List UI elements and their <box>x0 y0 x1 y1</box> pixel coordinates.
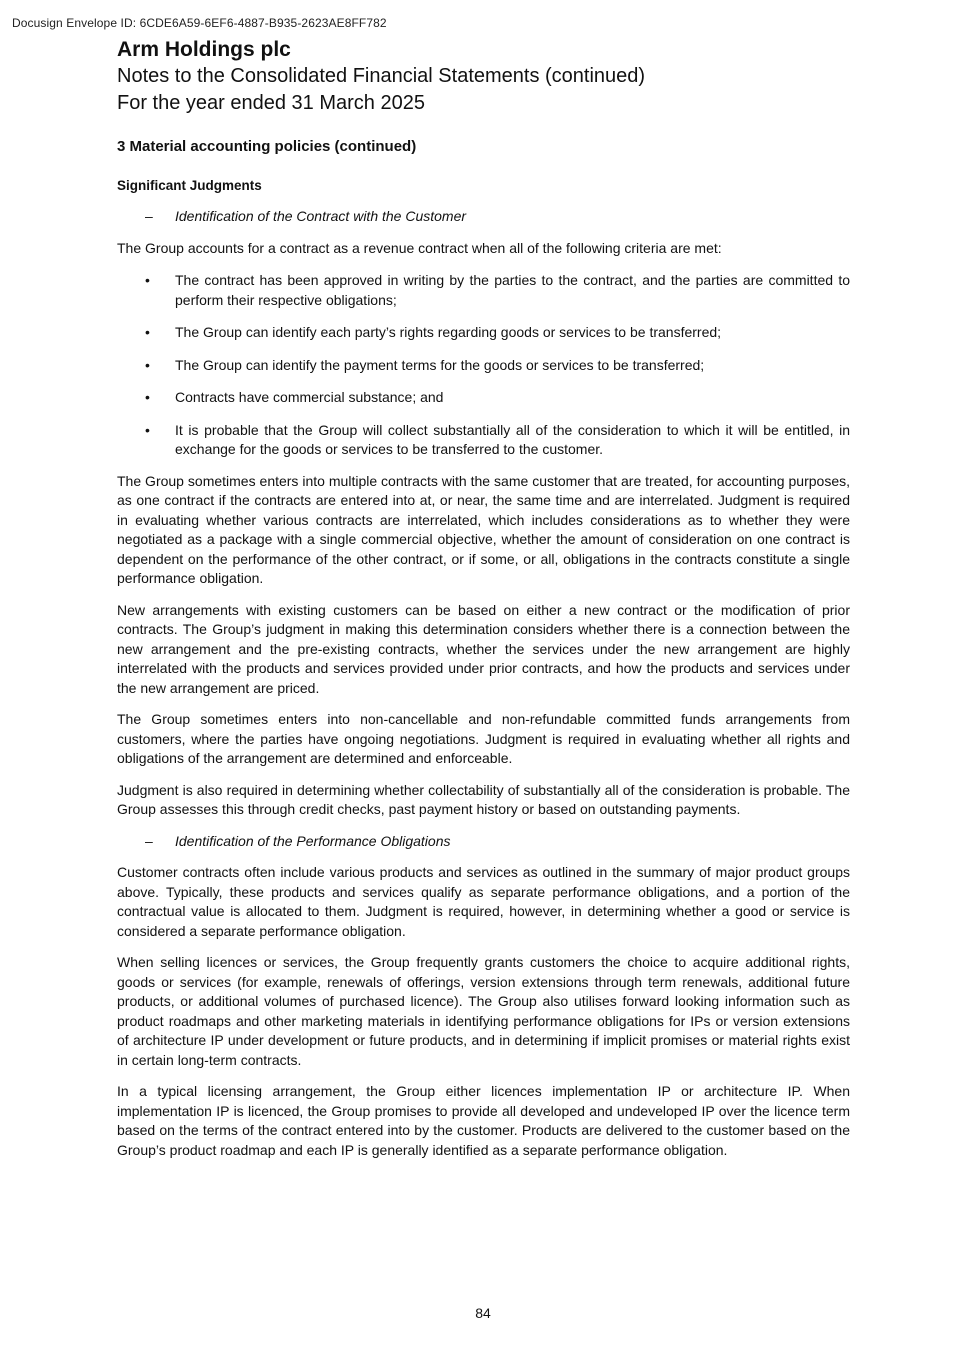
list-item <box>117 421 850 460</box>
bullet-marker: • <box>145 389 150 405</box>
performance-obligations-heading <box>117 832 850 852</box>
list-item <box>117 388 850 408</box>
list-item <box>117 323 850 343</box>
list-item <box>117 271 850 310</box>
contract-identification-heading <box>117 207 850 227</box>
heading-text: Identification of the Contract with the Customer <box>175 208 467 224</box>
bullet-marker: • <box>145 324 150 340</box>
list-item-text: The Group can identify each party’s rights regarding goods or services to be transferred; <box>175 324 722 340</box>
bullet-marker: • <box>145 356 150 373</box>
paragraph: Judgment is also required in determining whether collectability of substantially all of the consideration is probable. The Group assesses this through credit checks, past payment history or based on outstanding payments. <box>117 781 850 817</box>
list-item-text: It is probable that the Group will collect substantially all of the consideration to which it will be entitled, in exchange for the goods or services to be transferred to the customer. <box>175 421 850 457</box>
paragraph: The Group sometimes enters into non-cancellable and non-refundable committed funds arrangements from customers, where the parties have ongoing negotiations. Judgment is required in evaluating whether all rights and obligations of the arrangement are determined and enforceable. <box>117 711 850 766</box>
list-item-text: Contracts have commercial substance; and <box>175 389 444 405</box>
bullet-marker: • <box>145 272 150 288</box>
page-number: 84 <box>475 1305 491 1321</box>
list-item-text: The contract has been approved in writing by the parties to the contract, and the parties are committed to perform their respective obligations; <box>175 272 850 308</box>
dash-marker: – <box>145 832 153 849</box>
bullet-marker: • <box>145 421 150 438</box>
paragraph: When selling licences or services, the Group frequently grants customers the choice to acquire additional rights, goods or services (for example, renewals of offerings, version extensions through term renewals, additional future products, or additional volumes of purchased licence). The Group also utilises forward looking information such as product roadmaps and other marketing materials in identifying performance obligations for IPs or version extensions of architecture IP under development or future products, and in determining if implicit promises or material rights exist in certain long-term contracts. <box>117 954 850 1068</box>
page-content <box>117 36 850 1160</box>
paragraph: New arrangements with existing customers can be based on either a new contract or the modification of prior contracts. The Group’s judgment in making this determination considers whether there is a connection between the new arrangement and the pre-existing contracts, whether the services under the new arrangement are highly interrelated with the products and services provided under prior contracts, and how the products and services under the new arrangement are priced. <box>117 601 850 696</box>
company-name: Arm Holdings plc <box>117 38 291 61</box>
section-title: 3 Material accounting policies (continued) <box>117 138 417 155</box>
document-title: Notes to the Consolidated Financial Statements (continued) <box>117 65 646 87</box>
subsection-title: Significant Judgments <box>117 178 262 193</box>
paragraph: The Group sometimes enters into multiple contracts with the same customer that are treated, for accounting purposes, as one contract if the contracts are entered into at, or near, the same time and are interrelated. Judgment is required in evaluating whether various contracts are interrelated, which includes considerations as to whether they were negotiated as a package with a single commercial objective, whether the amount of consideration on one contract is dependent on the performance of the other contract, or if some, or all, obligations in the contracts constitute a single performance obligation. <box>117 472 850 586</box>
criteria-list <box>117 271 850 460</box>
list-item-text: The Group can identify the payment terms for the goods or services to be transferred; <box>175 356 705 373</box>
paragraph: Customer contracts often include various products and services as outlined in the summary of major product groups above. Typically, these products and services qualify as separate performance obligations, and a portion of the contractual value is allocated to them. Judgment is required, however, in determining whether a good or service is considered a separate performance obligation. <box>117 864 850 939</box>
list-item <box>117 356 850 376</box>
dash-marker: – <box>145 208 153 224</box>
criteria-intro: The Group accounts for a contract as a revenue contract when all of the following criteria are met: <box>117 239 722 256</box>
paragraph: In a typical licensing arrangement, the Group either licences implementation IP or architecture IP. When implementation IP is licenced, the Group promises to provide all developed and undeveloped IP over the licence term based on the terms of the contract entered into by the customer. Products are delivered to the customer based on the Group’s product roadmap and each IP is generally identified as a separate performance obligation. <box>117 1083 850 1158</box>
period-title: For the year ended 31 March 2025 <box>117 92 425 114</box>
docusign-envelope-id: Docusign Envelope ID: 6CDE6A59-6EF6-4887-B935-2623AE8FF782 <box>12 16 387 30</box>
heading-text: Identification of the Performance Obligations <box>175 832 451 849</box>
